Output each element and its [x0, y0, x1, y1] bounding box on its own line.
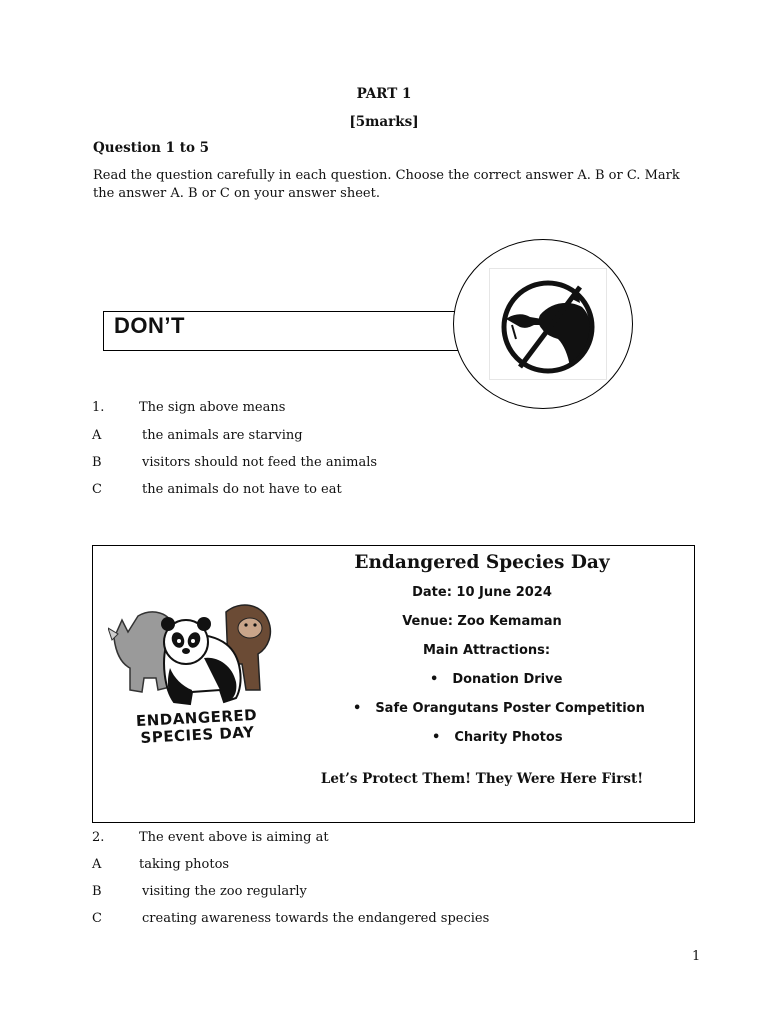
option-text: creating awareness towards the endangered species — [142, 911, 490, 926]
attraction-text: Donation Drive — [452, 672, 563, 687]
attraction-item — [432, 730, 563, 745]
question-stem: The sign above means — [139, 400, 286, 415]
question-number: 1. — [92, 400, 105, 415]
option-text: the animals do not have to eat — [142, 482, 342, 497]
attraction-item — [353, 701, 645, 716]
no-feeding-animals-icon — [490, 269, 606, 379]
page-number: 1 — [692, 949, 701, 964]
marks-label: [5marks] — [349, 114, 419, 130]
attraction-text: Charity Photos — [454, 730, 563, 745]
event-title: Endangered Species Day — [354, 552, 610, 573]
bullet-icon: • — [353, 701, 362, 716]
option-letter: C — [92, 911, 102, 926]
option-letter: B — [92, 455, 102, 470]
bullet-icon: • — [432, 730, 441, 745]
option-letter: A — [92, 428, 102, 443]
question-stem: The event above is aiming at — [139, 830, 329, 845]
question-number: 2. — [92, 830, 105, 845]
part-title: PART 1 — [356, 86, 412, 102]
event-slogan: Let’s Protect Them! They Were Here First! — [320, 771, 644, 787]
question-range: Question 1 to 5 — [93, 140, 210, 156]
attraction-text: Safe Orangutans Poster Competition — [375, 701, 645, 716]
sign-image-frame — [489, 268, 607, 380]
option-text: taking photos — [139, 857, 230, 872]
option-letter: B — [92, 884, 102, 899]
endangered-species-logo — [108, 598, 280, 758]
animals-illustration-icon — [108, 598, 280, 710]
logo-text-line1: ENDANGERED — [135, 705, 258, 731]
option-text: visiting the zoo regularly — [142, 884, 307, 899]
event-venue: Venue: Zoo Kemaman — [402, 614, 562, 629]
bullet-icon: • — [430, 672, 439, 687]
option-letter: A — [92, 857, 102, 872]
logo-text-line2: SPECIES DAY — [140, 723, 255, 747]
option-text: visitors should not feed the animals — [142, 455, 378, 470]
dont-text: DON’T — [114, 313, 185, 338]
attractions-label: Main Attractions: — [423, 643, 551, 658]
attraction-item — [430, 672, 562, 687]
instructions: Read the question carefully in each question. Choose the correct answer A. B or C. Mark the answer A. B or C on your answer sheet. — [93, 168, 680, 201]
event-date: Date: 10 June 2024 — [412, 585, 552, 600]
option-text: the animals are starving — [142, 428, 303, 443]
option-letter: C — [92, 482, 102, 497]
